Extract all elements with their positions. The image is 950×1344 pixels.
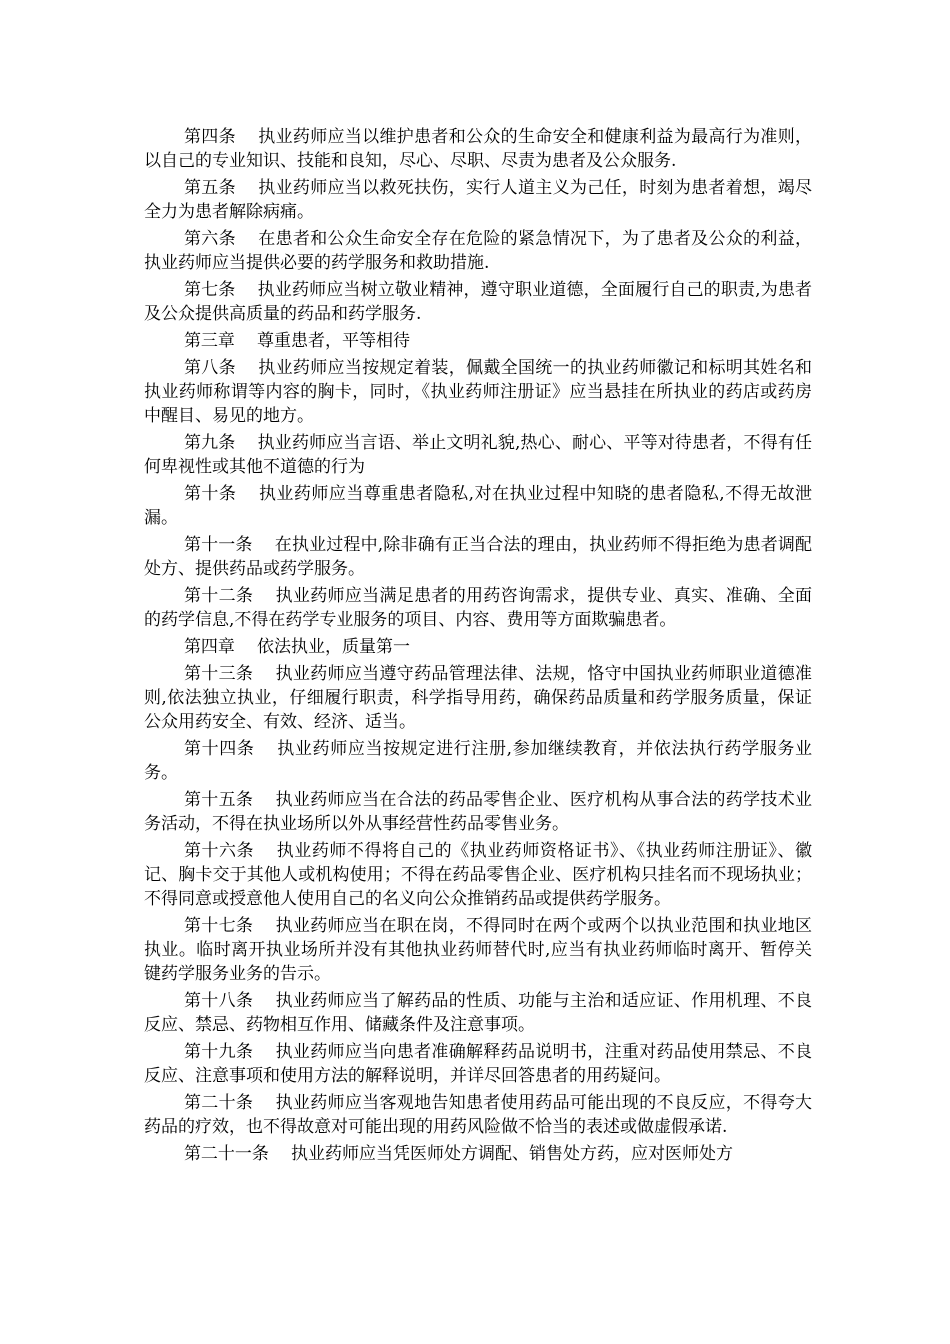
article-number: 第十条	[183, 484, 237, 504]
article-text: 执业药师应当向患者准确解释药品说明书，注重对药品使用禁忌、不良反应、注意事项和使用方法的解释说明，并详尽回答患者的用药疑问。	[144, 1042, 813, 1086]
article-number: 第九条	[183, 433, 236, 453]
article-text: 执业药师应当按规定进行注册,参加继续教育，并依法执行药学服务业务。	[144, 739, 813, 783]
article-number: 第十二条	[183, 586, 254, 606]
article-5	[144, 176, 812, 224]
article-11	[144, 533, 812, 581]
article-7	[144, 278, 812, 326]
article-text: 在患者和公众生命安全存在危险的紧急情况下，为了患者及公众的利益，执业药师应当提供必要的药学服务和救助措施.	[144, 229, 813, 273]
article-number: 第二十一条	[183, 1144, 269, 1164]
article-number: 第六条	[183, 229, 236, 249]
article-text: 执业药师应当在合法的药品零售企业、医疗机构从事合法的药学技术业务活动，不得在执业场所以外从事经营性药品零售业务。	[144, 790, 813, 834]
article-number: 第十六条	[183, 841, 255, 861]
article-9	[144, 431, 812, 479]
article-17	[144, 914, 812, 986]
article-number: 第十一条	[183, 535, 253, 555]
article-number: 第七条	[183, 280, 236, 300]
article-4	[144, 125, 812, 173]
document-body	[144, 125, 812, 1169]
article-text: 执业药师应当以维护患者和公众的生命安全和健康利益为最高行为准则，以自己的专业知识、技能和良知，尽心、尽职、尽责为患者及公众服务.	[144, 127, 813, 171]
article-text: 执业药师应当遵守药品管理法律、法规，恪守中国执业药师职业道德准则,依法独立执业，仔细履行职责，科学指导用药，确保药品质量和药学服务质量，保证公众用药安全、有效、经济、适当。	[144, 664, 813, 732]
article-text: 执业药师应当言语、举止文明礼貌,热心、耐心、平等对待患者，不得有任何卑视性或其他不道德的行为	[144, 433, 813, 477]
article-18	[144, 989, 812, 1037]
article-text: 执业药师不得将自己的《执业药师资格证书》、《执业药师注册证》、徽记、胸卡交于其他人或机构使用；不得在药品零售企业、医疗机构只挂名而不现场执业；不得同意或授意他人使用自己的名义向公众推销药品或提供药学服务。	[144, 841, 813, 909]
article-21	[144, 1142, 812, 1166]
chapter-4-heading	[144, 635, 812, 659]
article-number: 第八条	[183, 358, 236, 378]
article-text: 执业药师应当在职在岗，不得同时在两个或两个以执业范围和执业地区执业。临时离开执业场所并没有其他执业药师替代时,应当有执业药师临时离开、暂停关键药学服务业务的告示。	[144, 916, 813, 984]
article-number: 第十七条	[183, 916, 254, 936]
article-number: 第十八条	[183, 991, 254, 1011]
chapter-title: 依法执业，质量第一	[257, 637, 411, 657]
article-13	[144, 662, 812, 734]
article-text: 在执业过程中,除非确有正当合法的理由，执业药师不得拒绝为患者调配处方、提供药品或药学服务。	[144, 535, 813, 579]
article-text: 执业药师应当树立敬业精神，遵守职业道德，全面履行自己的职责,为患者及公众提供高质量的药品和药学服务.	[144, 280, 813, 324]
article-number: 第五条	[183, 178, 236, 198]
article-text: 执业药师应当了解药品的性质、功能与主治和适应证、作用机理、不良反应、禁忌、药物相互作用、储藏条件及注意事项。	[144, 991, 813, 1035]
article-19	[144, 1040, 812, 1088]
article-6	[144, 227, 812, 275]
article-text: 执业药师应当客观地告知患者使用药品可能出现的不良反应，不得夸大药品的疗效，也不得故意对可能出现的用药风险做不恰当的表述或做虚假承诺.	[144, 1093, 813, 1137]
article-14	[144, 737, 812, 785]
chapter-title: 尊重患者，平等相待	[257, 331, 411, 351]
chapter-3-heading	[144, 329, 812, 353]
article-number: 第十五条	[183, 790, 254, 810]
article-8	[144, 356, 812, 428]
article-text: 执业药师应当按规定着装，佩戴全国统一的执业药师徽记和标明其姓名和执业药师称谓等内容的胸卡，同时，《执业药师注册证》应当悬挂在所执业的药店或药房中醒目、易见的地方。	[144, 358, 813, 426]
article-number: 第二十条	[183, 1093, 254, 1113]
article-text: 执业药师应当凭医师处方调配、销售处方药，应对医师处方	[291, 1144, 734, 1164]
chapter-number: 第三章	[183, 331, 235, 351]
article-number: 第十四条	[183, 739, 255, 759]
article-number: 第四条	[183, 127, 236, 147]
article-text: 执业药师应当满足患者的用药咨询需求，提供专业、真实、准确、全面的药学信息,不得在药学专业服务的项目、内容、费用等方面欺骗患者。	[144, 586, 813, 630]
article-20	[144, 1091, 812, 1139]
article-text: 执业药师应当尊重患者隐私,对在执业过程中知晓的患者隐私,不得无故泄漏。	[144, 484, 813, 528]
article-number: 第十九条	[183, 1042, 254, 1062]
article-16	[144, 839, 812, 911]
chapter-number: 第四章	[183, 637, 235, 657]
article-number: 第十三条	[183, 664, 254, 684]
article-text: 执业药师应当以救死扶伤，实行人道主义为己任，时刻为患者着想，竭尽全力为患者解除病痛。	[144, 178, 813, 222]
article-12	[144, 584, 812, 632]
article-15	[144, 788, 812, 836]
article-10	[144, 482, 812, 530]
